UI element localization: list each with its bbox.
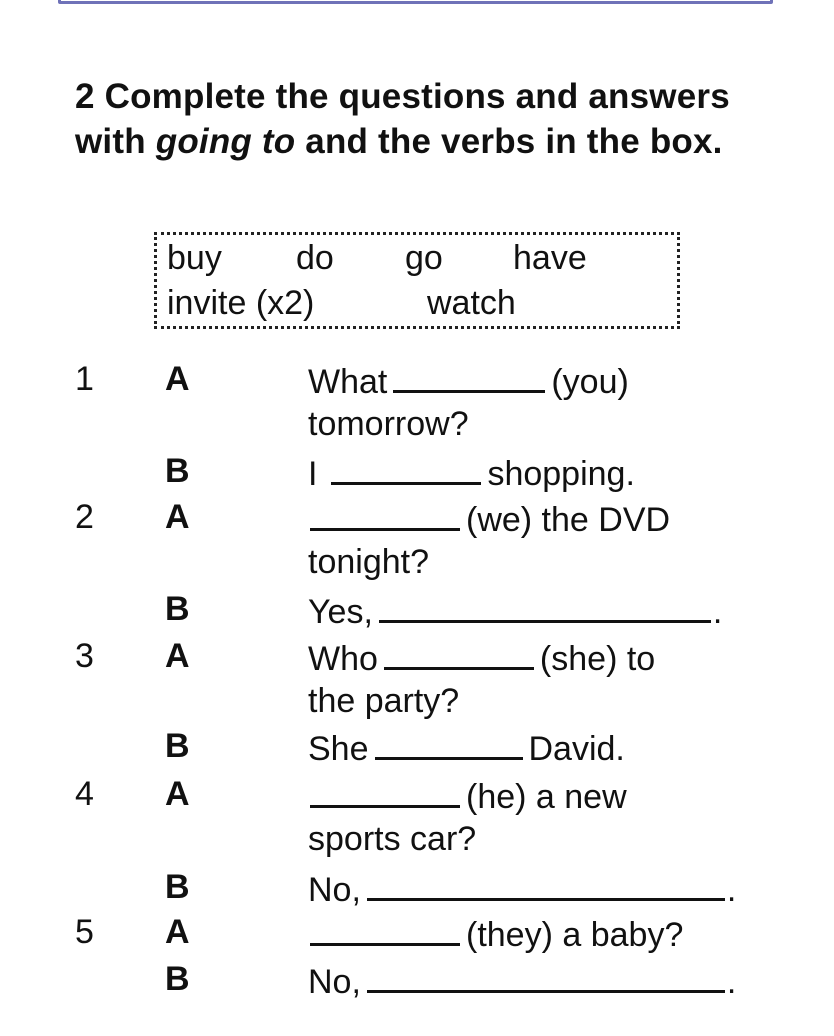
speaker-label: A — [165, 360, 190, 398]
speaker-label: B — [165, 868, 190, 906]
previous-exercise-frame — [58, 0, 773, 4]
question-text: (we) the DVD — [466, 501, 671, 539]
speaker-label: A — [165, 637, 190, 675]
question-continuation: the party? — [308, 682, 460, 720]
answer-blank[interactable] — [379, 590, 711, 623]
question-text: Who — [308, 640, 378, 678]
item-number: 2 — [75, 498, 94, 536]
question-line — [308, 498, 670, 540]
word-buy: buy — [167, 239, 222, 277]
question-text: What — [308, 363, 388, 401]
answer-blank[interactable] — [393, 360, 545, 393]
word-have: have — [513, 239, 587, 277]
word-box — [154, 232, 680, 329]
question-continuation: tonight? — [308, 543, 429, 581]
word-go: go — [405, 239, 443, 277]
answer-text: David. — [528, 730, 625, 768]
answer-line — [308, 590, 722, 632]
question-text: (they) a baby? — [466, 916, 684, 954]
speaker-label: B — [165, 590, 190, 628]
answer-line — [308, 727, 625, 769]
answer-text: I — [308, 455, 318, 493]
item-number: 4 — [75, 775, 94, 813]
question-line — [308, 775, 627, 817]
answer-text: She — [308, 730, 369, 768]
item-number: 1 — [75, 360, 94, 398]
speaker-label: B — [165, 727, 190, 765]
answer-text: shopping. — [487, 455, 635, 493]
question-line — [308, 913, 683, 955]
answer-blank[interactable] — [384, 637, 534, 670]
speaker-label: B — [165, 960, 190, 998]
speaker-label: B — [165, 452, 190, 490]
answer-text: Yes, — [308, 593, 373, 631]
exercise-heading — [75, 74, 775, 164]
instruction-text-end: and the verbs in the box. — [305, 122, 723, 161]
item-number: 3 — [75, 637, 94, 675]
answer-line — [308, 960, 736, 1002]
speaker-label: A — [165, 775, 190, 813]
answer-blank[interactable] — [310, 498, 460, 531]
speaker-label: A — [165, 913, 190, 951]
question-continuation: tomorrow? — [308, 405, 469, 443]
word-do: do — [296, 239, 334, 277]
question-text: (he) a new — [466, 778, 627, 816]
answer-text: . — [726, 963, 737, 1001]
question-text: (you) — [551, 363, 629, 401]
word-invite: invite (x2) — [167, 284, 315, 322]
answer-blank[interactable] — [367, 960, 725, 993]
answer-blank[interactable] — [310, 913, 460, 946]
answer-text: . — [712, 593, 723, 631]
answer-blank[interactable] — [367, 868, 725, 901]
answer-blank[interactable] — [375, 727, 523, 760]
answer-blank[interactable] — [331, 452, 481, 485]
speaker-label: A — [165, 498, 190, 536]
instruction-italic: going to — [155, 122, 296, 161]
question-line — [308, 360, 629, 402]
answer-text: . — [726, 871, 737, 909]
exercise-number: 2 — [75, 77, 95, 116]
answer-text: No, — [308, 871, 361, 909]
answer-text: No, — [308, 963, 361, 1001]
word-watch: watch — [427, 284, 516, 322]
answer-line — [308, 452, 635, 494]
answer-blank[interactable] — [310, 775, 460, 808]
instruction-text-start: Complete the questions and answers with — [75, 77, 730, 161]
question-text: (she) to — [539, 640, 656, 678]
item-number: 5 — [75, 913, 94, 951]
answer-line — [308, 868, 736, 910]
question-continuation: sports car? — [308, 820, 477, 858]
question-line — [308, 637, 655, 679]
